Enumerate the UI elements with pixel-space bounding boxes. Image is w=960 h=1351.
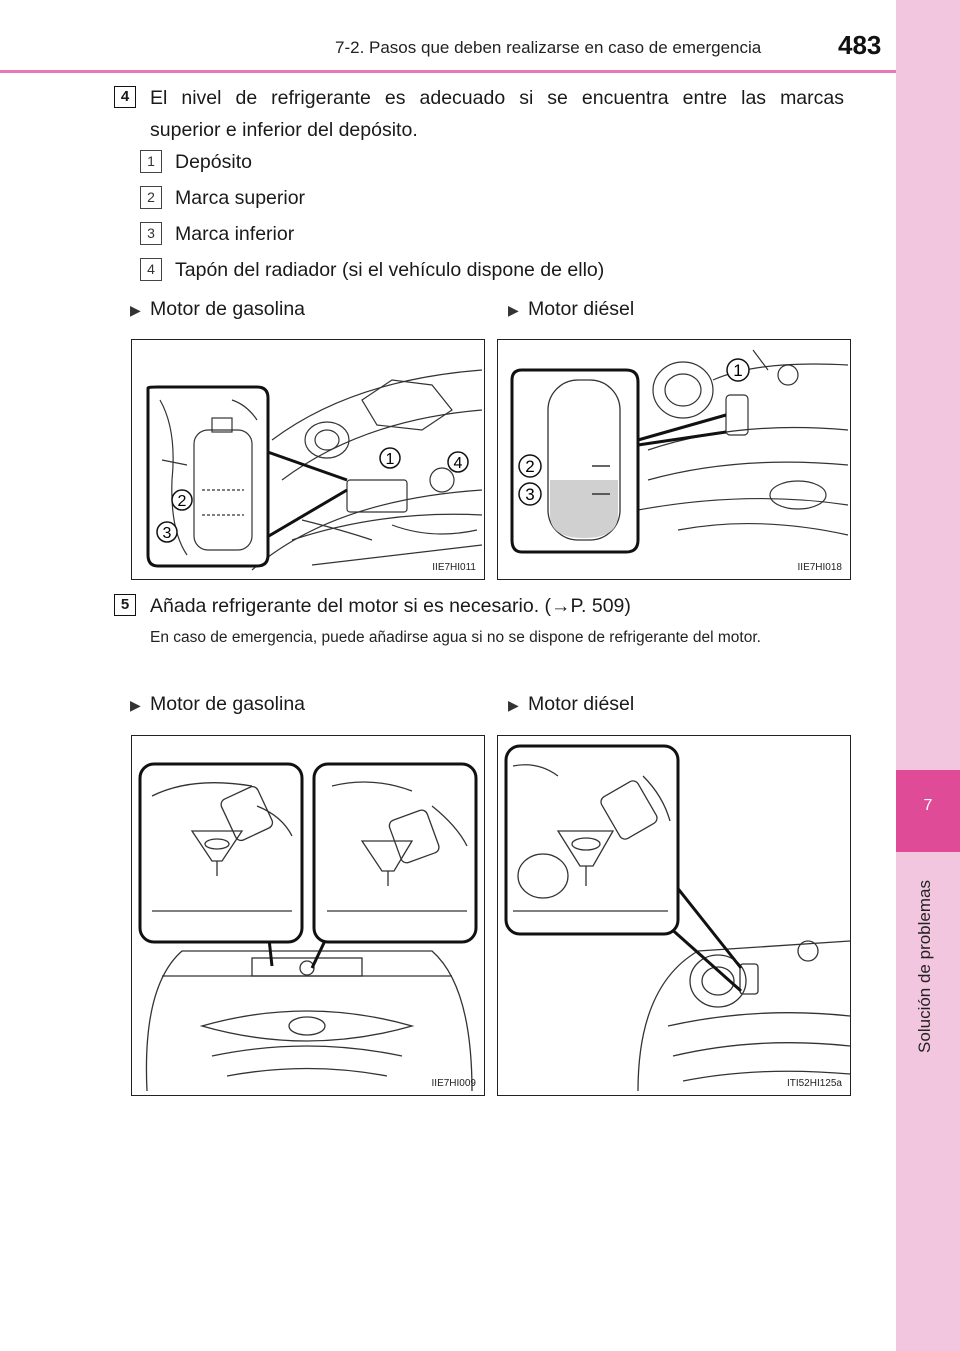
step4-line2: superior e inferior del depósito. [150, 119, 418, 141]
figure-gasoline-reservoir [131, 339, 485, 580]
legend-text-1: Depósito [175, 151, 252, 173]
side-tab [896, 0, 960, 1351]
legend-text-4: Tapón del radiador (si el vehículo dispone de ello) [175, 259, 605, 281]
callout-1 [380, 448, 400, 468]
section-title: 7-2. Pasos que deben realizarse en caso de emergencia [335, 38, 762, 57]
callout-2 [172, 490, 192, 510]
step-number-4: 4 [114, 86, 136, 108]
engine-bay-illustration [132, 340, 484, 579]
legend-number-3: 3 [140, 222, 162, 245]
svg-text:3: 3 [525, 485, 535, 504]
legend-text-2: Marca superior [175, 187, 306, 209]
triangle-right-icon: ▶ [130, 302, 141, 318]
refill-illustration [498, 736, 850, 1095]
caption-diesel-1: Motor diésel [528, 298, 635, 320]
triangle-right-icon: ▶ [508, 697, 519, 713]
step5-text: Añada refrigerante del motor si es necesario. (→P. 509) [150, 595, 631, 617]
callout-3 [157, 522, 177, 542]
triangle-right-icon: ▶ [130, 697, 141, 713]
svg-text:3: 3 [162, 525, 172, 542]
page-number: 483 [838, 30, 882, 60]
step-number-5: 5 [114, 594, 136, 616]
callout-4 [448, 452, 468, 472]
caption-gasoline-1: Motor de gasolina [150, 298, 306, 320]
callout-3 [519, 483, 541, 505]
svg-text:1: 1 [733, 361, 743, 380]
legend-number-2: 2 [140, 186, 162, 209]
step4-line1: El nivel de refrigerante es adecuado si se encuentra entre las marcas [150, 87, 844, 109]
caption-diesel-2: Motor diésel [528, 693, 635, 715]
chapter-title: Solución de problemas [915, 880, 934, 1053]
svg-text:2: 2 [177, 493, 187, 510]
chapter-number: 7 [923, 797, 933, 814]
figure-code: IIE7HI018 [797, 562, 842, 573]
triangle-right-icon: ▶ [508, 302, 519, 318]
svg-text:2: 2 [525, 457, 535, 476]
legend-number-1: 1 [140, 150, 162, 173]
callout-2 [519, 455, 541, 477]
figure-code: IIE7HI011 [432, 562, 476, 573]
legend-number-4: 4 [140, 258, 162, 281]
header-divider [0, 70, 896, 73]
svg-text:1: 1 [385, 451, 395, 468]
refill-illustration [132, 736, 484, 1095]
legend-text-3: Marca inferior [175, 223, 295, 245]
engine-bay-illustration [498, 340, 850, 579]
figure-code: IIE7HI009 [431, 1078, 476, 1089]
callout-1 [727, 359, 749, 381]
figure-code: ITI52HI125a [786, 1078, 842, 1089]
caption-gasoline-2: Motor de gasolina [150, 693, 306, 715]
figure-gasoline-refill [131, 735, 485, 1096]
svg-text:4: 4 [453, 455, 463, 472]
figure-diesel-refill [497, 735, 851, 1096]
figure-diesel-reservoir [497, 339, 851, 580]
step5-note: En caso de emergencia, puede añadirse agua si no se dispone de refrigerante del motor. [150, 629, 761, 646]
